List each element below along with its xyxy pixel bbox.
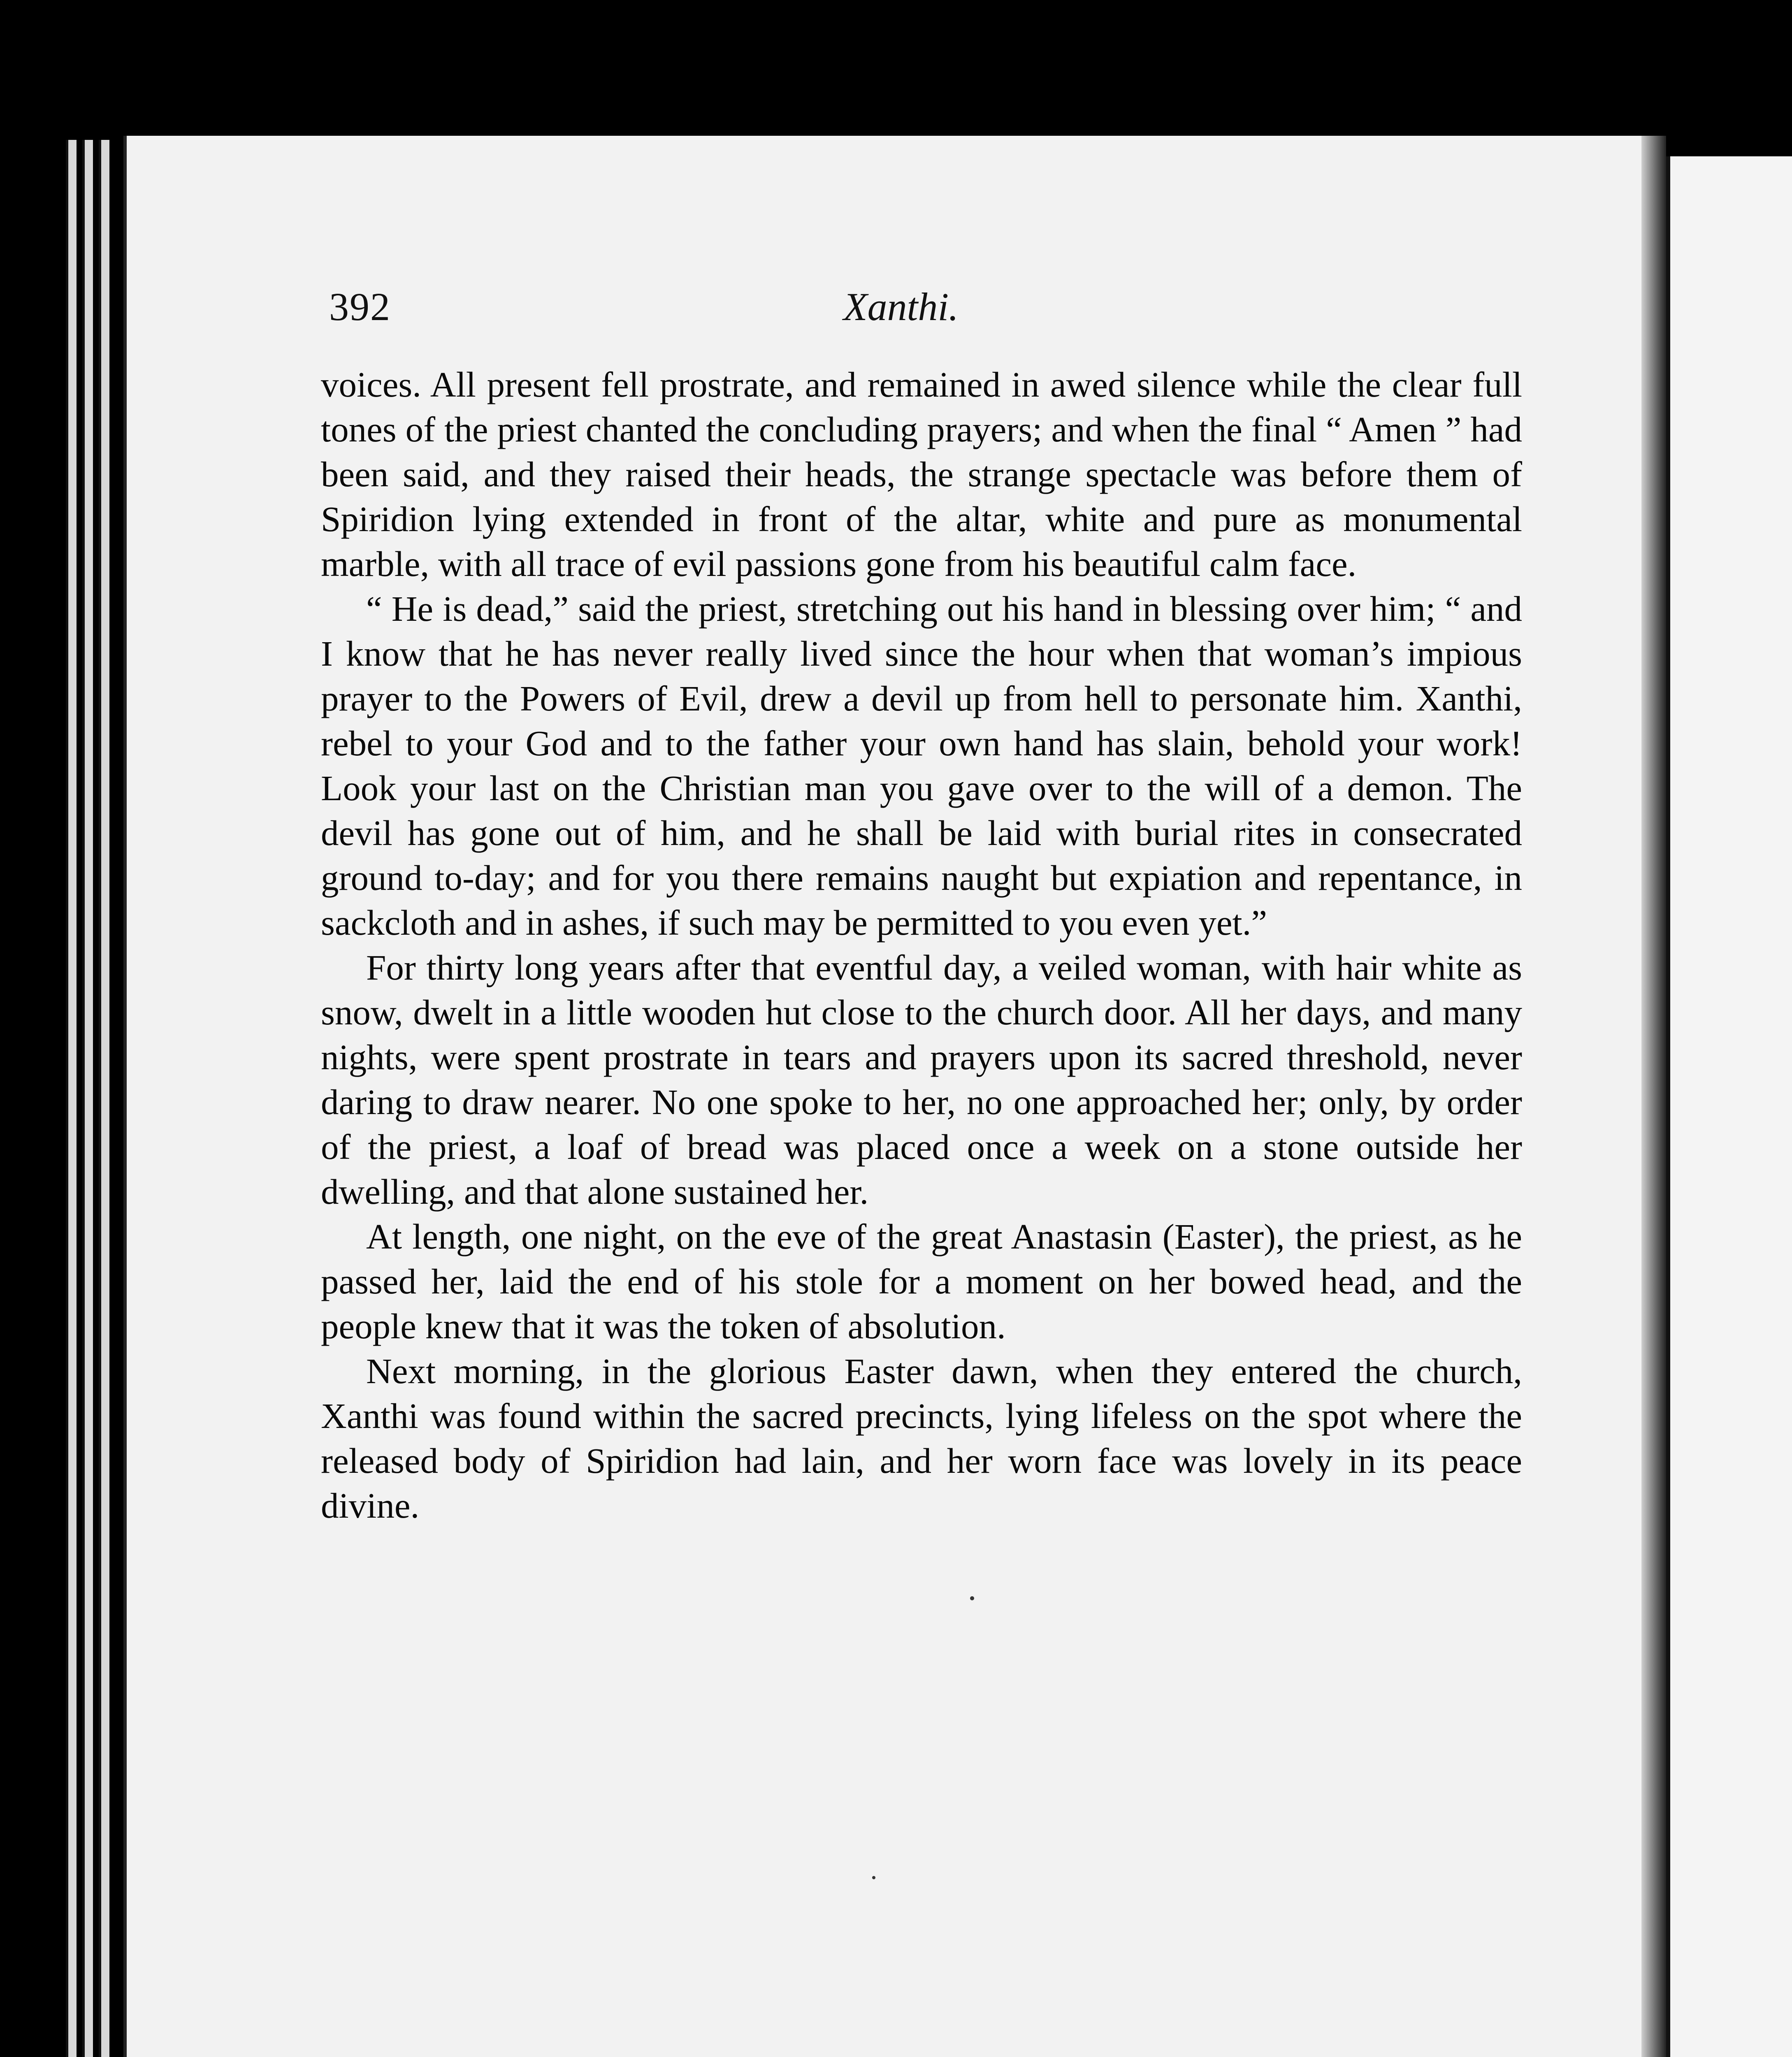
paragraph-5: Next morning, in the glorious Easter dawn, when they entered the church, Xanthi was found within the sacred precincts, lying lifeless on the spot where the released body of Spiridion had lain, and her worn face was lovely in its peace divine. xyxy=(321,1351,1522,1525)
page-edge-left-3 xyxy=(99,140,109,2057)
paragraph-4: At length, one night, on the eve of the great Anastasin (Easter), the priest, as he passed her, laid the end of his stole for a moment on her bowed head, and the people knew that it was the token of absolution. xyxy=(321,1217,1522,1346)
adjacent-page xyxy=(1666,156,1792,2057)
page-edge-left-2 xyxy=(82,140,93,2057)
gutter-shadow xyxy=(1641,136,1666,2057)
page-number: 392 xyxy=(329,285,391,329)
paragraph-3: For thirty long years after that eventful day, a veiled woman, with hair white as snow, dwelt in a little wooden hut close to the church door. All her days, and many nights, were spent prostrate in tears and prayers upon its sacred threshold, never daring to draw nearer. No one spoke to her, no one approached her; only, by order of the priest, a loaf of bread was placed once a week on a stone outside her dwelling, and that alone sustained her. xyxy=(321,947,1522,1212)
scan-speck xyxy=(872,1876,875,1879)
scan-speck xyxy=(970,1596,974,1600)
page-edge-left-1 xyxy=(66,140,77,2057)
running-title: Xanthi. xyxy=(843,285,959,329)
body-text xyxy=(321,362,1522,1528)
paragraph-1: voices. All present fell prostrate, and remained in awed silence while the clear full tones of the priest chanted the concluding prayers; and when the final “ Amen ” had been said, and they raised their heads, the strange spectacle was before them of Spiridion lying extended in front of the altar, white and pure as monumental marble, with all trace of evil passions gone from his beautiful calm face. xyxy=(321,365,1522,584)
paragraph-2: “ He is dead,” said the priest, stretching out his hand in blessing over him; “ and I know that he has never really lived since the hour when that woman’s impious prayer to the Powers of Evil, drew a devil up from hell to personate him. Xanthi, rebel to your God and to the father your own hand has slain, behold your work! Look your last on the Christian man you gave over to the will of a demon. The devil has gone out of him, and he shall be laid with burial rites in consecrated ground to-day; and for you there remains naught but expiation and repentance, in sackcloth and in ashes, if such may be permitted to you even yet.” xyxy=(321,589,1522,943)
running-header xyxy=(329,284,1522,341)
